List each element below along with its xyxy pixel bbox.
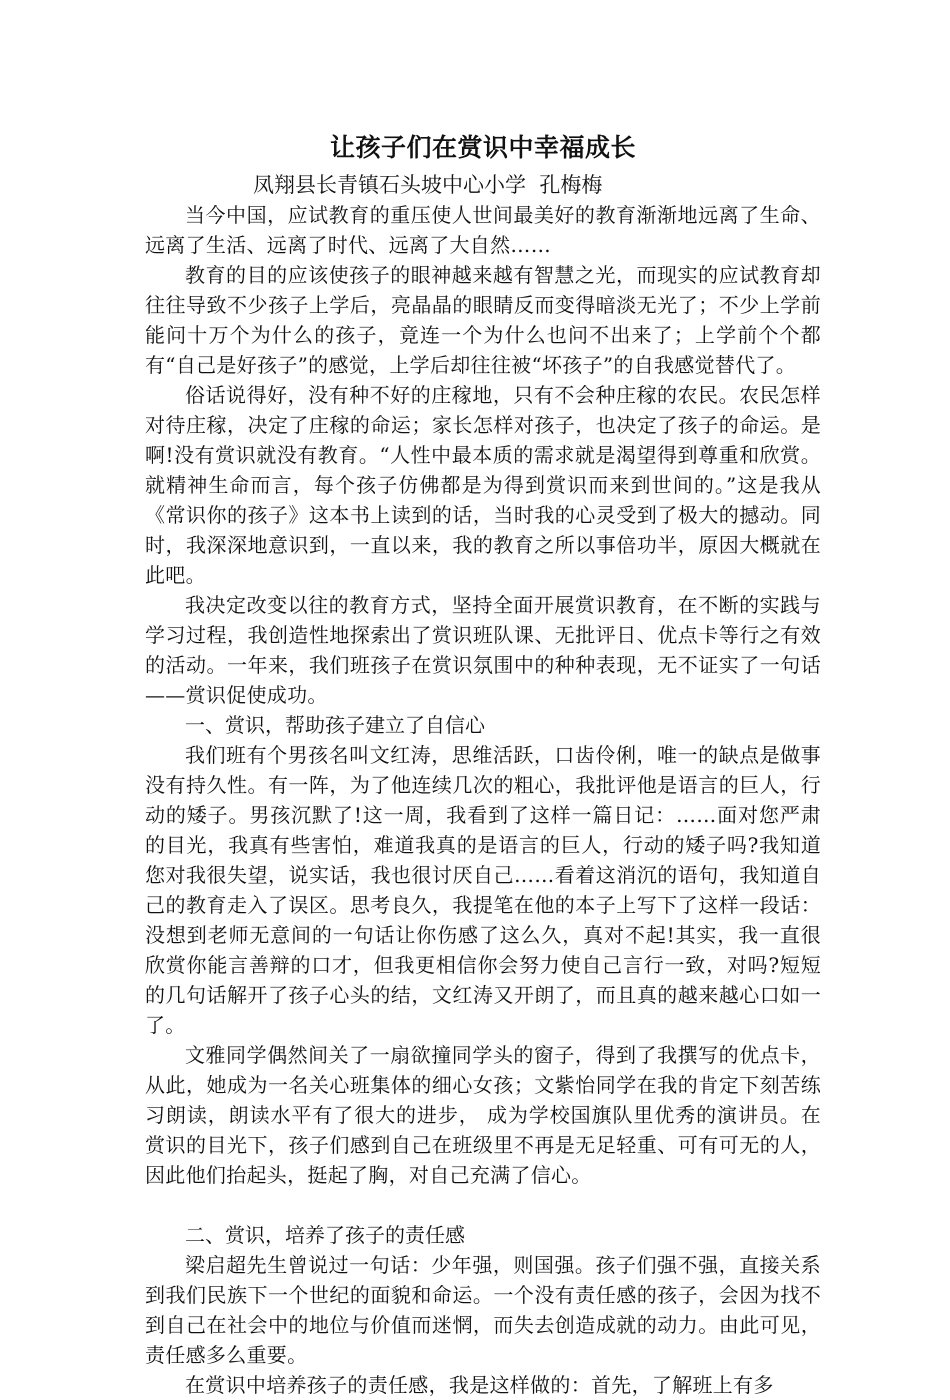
paragraph: 当今中国，应试教育的重压使人世间最美好的教育渐渐地远离了生命、远离了生活、远离了时代、远离了大自然……	[145, 203, 821, 257]
paragraph: 在赏识中培养孩子的责任感，我是这样做的：首先，了解班上有多	[185, 1373, 774, 1397]
paragraph: 梁启超先生曾说过一句话：少年强，则国强。孩子们强不强，直接关系到我们民族下一个世纪的面貌和命运。一个没有责任感的孩子，会因为找不到自己在社会中的地位与价值而迷惘，而失去创造成就的动力。由此可见，责任感多么重要。	[145, 1253, 821, 1367]
paragraph: 我们班有个男孩名叫文红涛，思维活跃，口齿伶俐，唯一的缺点是做事没有持久性。有一阵，为了他连续几次的粗心，我批评他是语言的巨人，行动的矮子。男孩沉默了!这一周，我看到了这样一篇日记：……面对您严肃的目光，我真有些害怕，难道我真的是语言的巨人，行动的矮子吗?我知道您对我很失望，说实话，我也很讨厌自己……看着这消沉的语句，我知道自己的教育走入了误区。思考良久，我提笔在他的本子上写下了这样一段话：没想到老师无意间的一句话让你伤感了这么久，真对不起!其实，我一直很欣赏你能言善辩的口才，但我更相信你会努力使自己言行一致，对吗?短短的几句话解开了孩子心头的结，文红涛又开朗了，而且真的越来越心口如一了。	[145, 743, 821, 1037]
section-heading-1: 一、赏识，帮助孩子建立了自信心	[185, 713, 485, 737]
paragraph: 教育的目的应该使孩子的眼神越来越有智慧之光，而现实的应试教育却往往导致不少孩子上学后，亮晶晶的眼睛反而变得暗淡无光了；不少上学前能问十万个为什么的孩子，竟连一个为什么也问不出来了；上学前个个都有“自己是好孩子”的感觉，上学后却往往被“坏孩子”的自我感觉替代了。	[145, 263, 821, 377]
blank-line	[145, 1190, 821, 1220]
author-line: 凤翔县长青镇石头坡中心小学 孔梅梅	[253, 173, 603, 197]
section-heading-2: 二、赏识，培养了孩子的责任感	[185, 1223, 465, 1247]
document-title: 让孩子们在赏识中幸福成长	[329, 133, 636, 162]
paragraph: 我决定改变以往的教育方式，坚持全面开展赏识教育，在不断的实践与学习过程，我创造性地探索出了赏识班队课、无批评日、优点卡等行之有效的活动。一年来，我们班孩子在赏识氛围中的种种表现，无不证实了一句话——赏识促使成功。	[145, 593, 821, 707]
paragraph: 俗话说得好，没有种不好的庄稼地，只有不会种庄稼的农民。农民怎样对待庄稼，决定了庄稼的命运；家长怎样对孩子，也决定了孩子的命运。是啊!没有赏识就没有教育。“人性中最本质的需求就是渴望得到尊重和欣赏。就精神生命而言，每个孩子仿佛都是为得到赏识而来到世间的。”这是我从《常识你的孩子》这本书上读到的话，当时我的心灵受到了极大的撼动。同时，我深深地意识到，一直以来，我的教育之所以事倍功半，原因大概就在此吧。	[145, 383, 821, 587]
document-page	[145, 128, 821, 1400]
paragraph: 文雅同学偶然间关了一扇欲撞同学头的窗子，得到了我撰写的优点卡，从此，她成为一名关心班集体的细心女孩；文紫怡同学在我的肯定下刻苦练习朗读，朗读水平有了很大的进步， 成为学校国旗队里优秀的演讲员。在赏识的目光下，孩子们感到自己在班级里不再是无足轻重、可有可无的人，因此他们抬起头，挺起了胸，对自己充满了信心。	[145, 1043, 821, 1187]
